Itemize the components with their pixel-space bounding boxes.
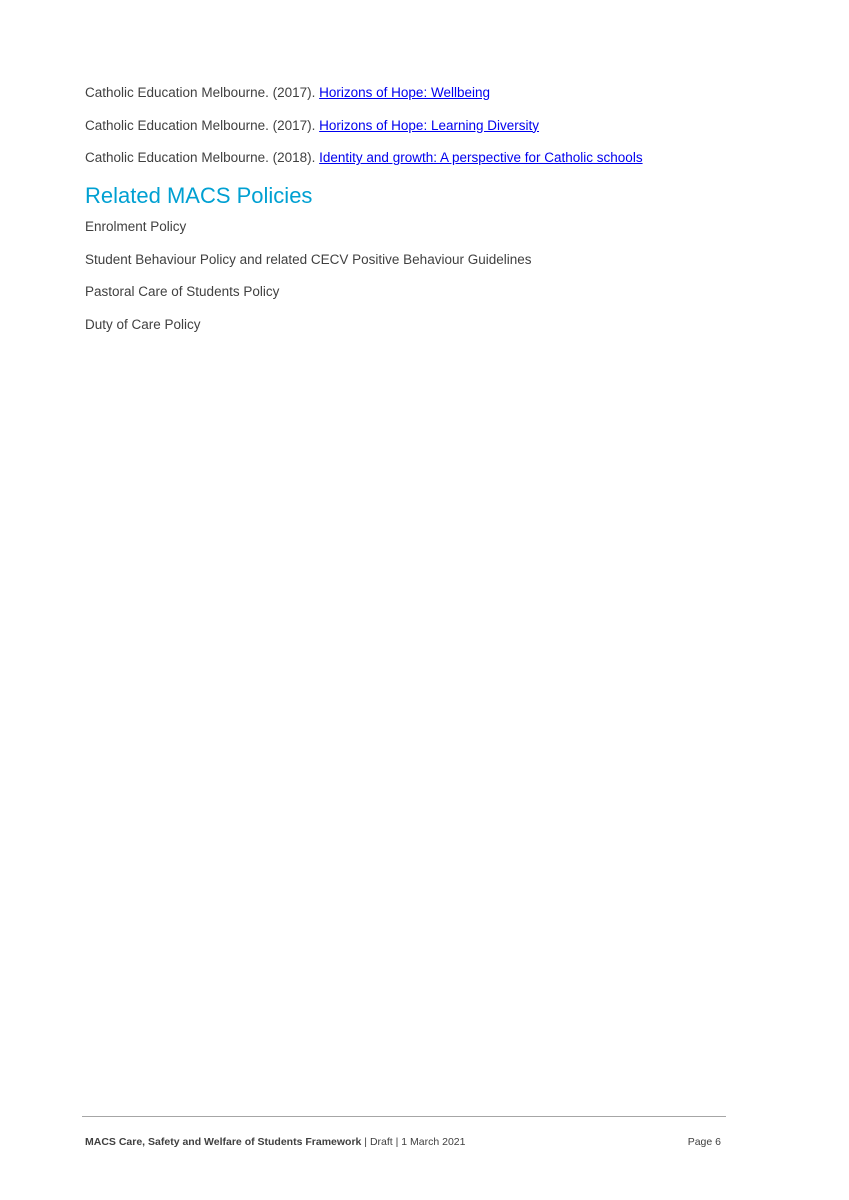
reference-item — [85, 117, 765, 135]
footer-separator: | — [392, 1136, 402, 1148]
footer-status: Draft — [369, 1136, 393, 1148]
reference-link-identity-and-growth[interactable]: Identity and growth: A perspective for Catholic schools — [319, 150, 643, 165]
footer-page-number: Page 6 — [687, 1136, 721, 1148]
reference-item — [85, 149, 765, 167]
reference-list — [85, 84, 765, 182]
reference-link-wellbeing[interactable]: Horizons of Hope: Wellbeing — [319, 85, 490, 100]
related-policies-heading: Related MACS Policies — [85, 183, 313, 208]
reference-citation: Catholic Education Melbourne. (2018). — [85, 150, 320, 165]
footer-title: MACS Care, Safety and Welfare of Students Framework — [85, 1136, 362, 1148]
reference-item — [85, 84, 765, 102]
related-policies-list — [85, 218, 532, 348]
reference-citation: Catholic Education Melbourne. (2017). — [85, 117, 320, 133]
policy-item-student-behaviour: Student Behaviour Policy and related CECV Positive Behaviour Guidelines — [85, 251, 532, 267]
policy-item-enrolment: Enrolment Policy — [85, 219, 187, 234]
footer-document-info — [85, 1135, 465, 1149]
reference-citation: Catholic Education Melbourne. (2017). — [85, 85, 320, 100]
policy-item-duty-of-care: Duty of Care Policy — [85, 316, 201, 332]
policy-item-pastoral-care: Pastoral Care of Students Policy — [85, 284, 280, 299]
footer-date: 1 March 2021 — [401, 1136, 466, 1148]
reference-link-learning-diversity[interactable]: Horizons of Hope: Learning Diversity — [319, 117, 539, 133]
footer-divider — [82, 1116, 726, 1117]
footer-separator: | — [361, 1136, 370, 1148]
